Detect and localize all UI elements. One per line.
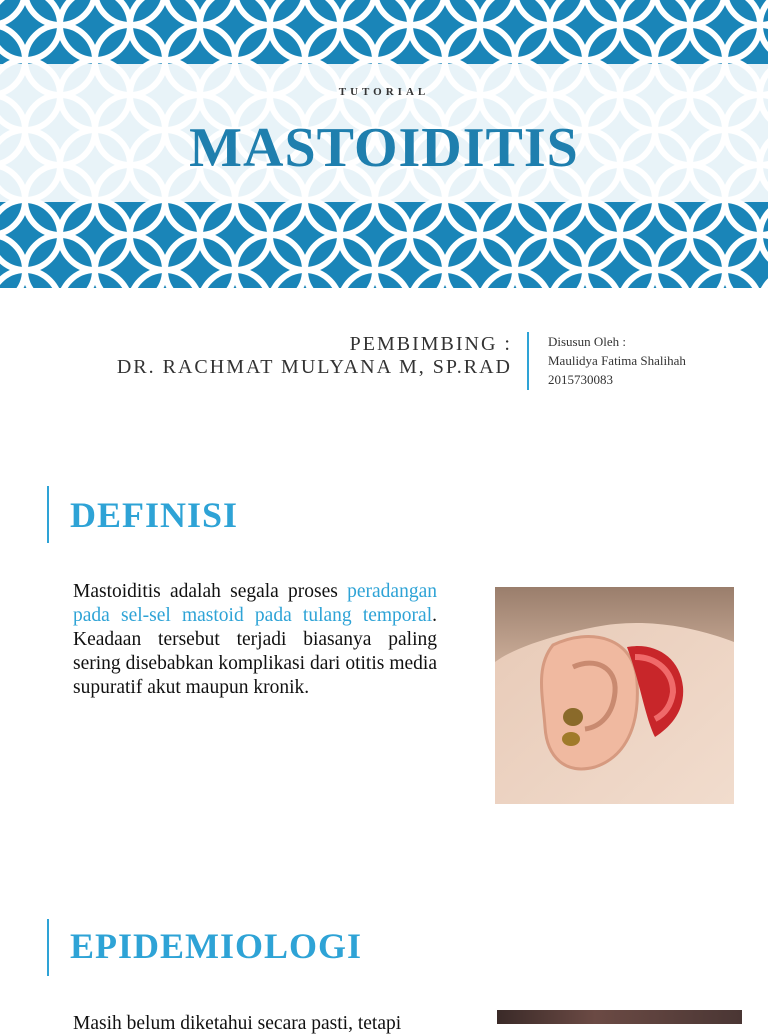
definisi-highlight: peradangan pada sel-sel mastoid pada tulang temporal [73, 581, 437, 626]
page-title: MASTOIDITIS [189, 117, 579, 179]
section-title-definisi: DEFINISI [70, 495, 239, 535]
definisi-accent-bar [47, 486, 49, 543]
epidemiologi-accent-bar [47, 919, 49, 976]
author-id: 2015730083 [548, 372, 613, 387]
advisor-block [117, 333, 512, 379]
author-block [548, 332, 686, 389]
epidemiologi-paragraph: Masih belum diketahui secara pasti, tetapi [73, 1013, 402, 1034]
author-name: Maulidya Fatima Shalihah [548, 353, 686, 368]
advisor-name: DR. RACHMAT MULYANA M, SP.RAD [116, 356, 512, 378]
ear-infection-photo [495, 587, 734, 804]
definisi-text-2: . Keadaan tersebut terjadi biasanya paling sering disebabkan komplikasi dari otitis media supuratif akut maupun kronik. [73, 605, 437, 698]
tutorial-kicker: TUTORIAL [338, 86, 430, 98]
author-label: Disusun Oleh : [548, 334, 626, 349]
advisor-label: PEMBIMBING : [349, 333, 512, 355]
definisi-text-1: Mastoiditis adalah segala proses [73, 581, 348, 602]
clinical-photo [497, 1010, 742, 1024]
section-title-epidemiologi: EPIDEMIOLOGI [70, 926, 363, 966]
definisi-paragraph [73, 580, 437, 700]
credits-divider [527, 332, 529, 390]
